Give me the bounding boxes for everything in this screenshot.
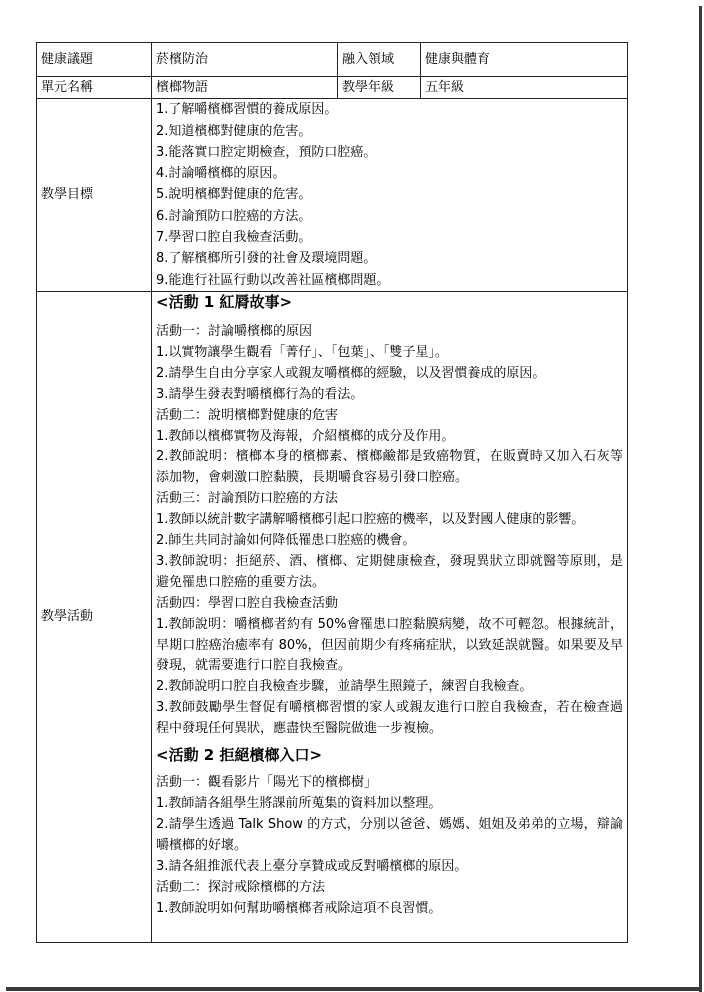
activity-line: 2.教師說明口腔自我檢查步驟，並請學生照鏡子，練習自我檢查。	[156, 679, 533, 695]
activity-1-title: <活動 1 紅脣故事>	[156, 292, 293, 311]
activity-line: 1.教師說明：嚼檳榔者約有 50%會罹患口腔黏膜病變，故不可輕忽。根據統計，早期口腔癌治癒率有 80%，但因前期少有疼痛症狀，以致延誤就醫。如果要及早發現，就需要進行口腔自我檢查。	[156, 616, 623, 674]
activity-line: 活動二：說明檳榔對健康的危害	[156, 407, 339, 423]
activity-line: 活動三：討論預防口腔癌的方法	[156, 491, 339, 507]
page-edge-shadow-bottom	[6, 987, 702, 991]
domain-value: 健康與體育	[421, 43, 628, 77]
activity-line: 1.教師請各組學生將課前所蒐集的資料加以整理。	[156, 796, 442, 811]
objective-item: 8.了解檳榔所引發的社會及環境問題。	[156, 251, 377, 267]
activity-line: 活動二：探討戒除檳榔的方法	[156, 879, 326, 895]
activity-line: 2.請學生自由分享家人或親友嚼檳榔的經驗，以及習慣養成的原因。	[156, 365, 546, 381]
objective-item: 9.能進行社區行動以改善社區檳榔問題。	[156, 272, 390, 288]
activity-line: 3.請學生發表對嚼檳榔行為的看法。	[156, 386, 364, 402]
grade-label: 教學年級	[338, 77, 421, 99]
activity-line: 3.教師鼓勵學生督促有嚼檳榔習慣的家人或親友進行口腔自我檢查，若在檢查過程中發現任何異狀，應盡快至醫院做進一步複檢。	[156, 700, 623, 737]
objective-item: 2.知道檳榔對健康的危害。	[156, 123, 312, 139]
objective-item: 6.討論預防口腔癌的方法。	[156, 208, 312, 224]
activity-line: 2.請學生透過 Talk Show 的方式，分別以爸爸、媽媽、姐姐及弟弟的立場，辯論嚼檳榔的好壞。	[156, 816, 623, 853]
activity-line: 活動一：討論嚼檳榔的原因	[156, 323, 313, 339]
header-row-topic	[37, 43, 628, 77]
objectives-label: 教學目標	[37, 99, 152, 292]
activity-2-title: <活動 2 拒絕檳榔入口>	[156, 746, 323, 765]
activities-content	[152, 291, 628, 942]
lesson-plan-table	[36, 42, 628, 943]
objectives-list	[152, 99, 628, 292]
page-edge-shadow-right	[699, 6, 702, 992]
activity-line: 1.教師以檳榔實物及海報，介紹檳榔的成分及作用。	[156, 428, 455, 444]
activity-line: 3.請各組推派代表上臺分享贊成或反對嚼檳榔的原因。	[156, 858, 468, 874]
unit-label: 單元名稱	[37, 77, 152, 99]
grade-value: 五年級	[421, 77, 628, 99]
objective-item: 4.討論嚼檳榔的原因。	[156, 166, 286, 182]
activity-line: 2.師生共同討論如何降低罹患口腔癌的機會。	[156, 533, 416, 549]
objective-item: 1.了解嚼檳榔習慣的養成原因。	[156, 102, 338, 118]
activity-line: 1.以實物讓學生觀看「菁仔」、「包葉」、「雙子星」。	[156, 344, 448, 360]
activity-line: 3.教師說明：拒絕菸、酒、檳榔、定期健康檢查，發現異狀立即就醫等原則，是避免罹患口腔癌的重要方法。	[156, 553, 623, 590]
header-row-unit	[37, 77, 628, 99]
unit-value: 檳榔物語	[152, 77, 338, 99]
activity-line: 活動一：觀看影片「陽光下的檳榔樹」	[156, 775, 378, 791]
topic-label: 健康議題	[37, 43, 152, 77]
activity-line: 2.教師說明：檳榔本身的檳榔素、檳榔鹼都是致癌物質，在販賣時又加入石灰等添加物，會刺激口腔黏膜，長期嚼食容易引發口腔癌。	[156, 449, 623, 486]
objectives-row	[37, 99, 628, 292]
activity-line: 1.教師說明如何幫助嚼檳榔者戒除這項不良習慣。	[156, 900, 442, 916]
domain-label: 融入領域	[338, 43, 421, 77]
activities-row	[37, 291, 628, 942]
activity-line: 1.教師以統計數字講解嚼檳榔引起口腔癌的機率，以及對國人健康的影響。	[156, 512, 585, 528]
objective-item: 3.能落實口腔定期檢查，預防口腔癌。	[156, 144, 377, 160]
objective-item: 7.學習口腔自我檢查活動。	[156, 230, 312, 246]
activity-line: 活動四：學習口腔自我檢查活動	[156, 595, 339, 611]
topic-value: 菸檳防治	[152, 43, 338, 77]
objective-item: 5.說明檳榔對健康的危害。	[156, 187, 312, 203]
activities-label: 教學活動	[37, 291, 152, 942]
